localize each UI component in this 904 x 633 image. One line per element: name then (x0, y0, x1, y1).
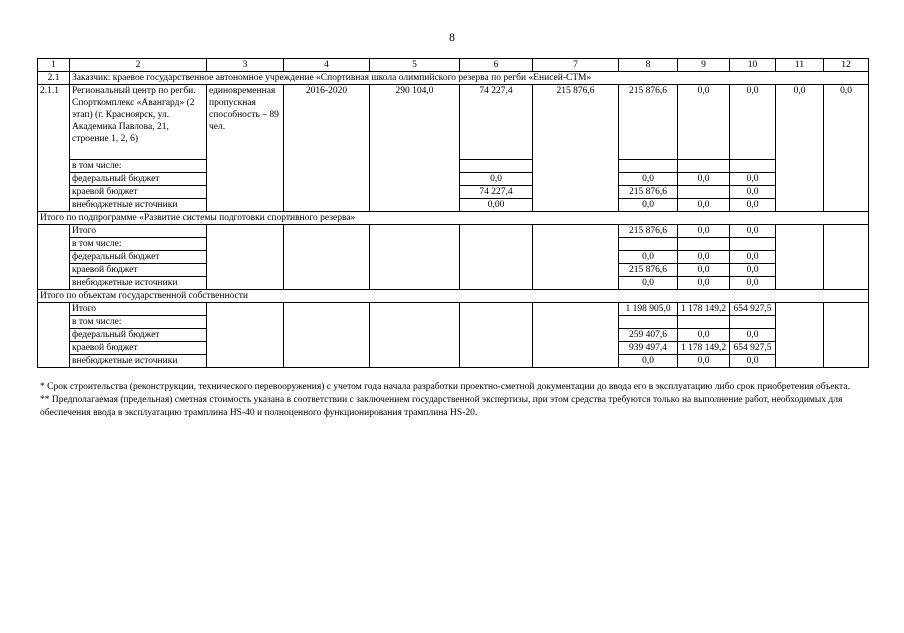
empty-cell (38, 264, 70, 277)
state-objects-row (38, 329, 869, 342)
value-col10: 0,0 (730, 225, 776, 238)
value-col8 (619, 160, 678, 173)
empty-cell (776, 160, 824, 173)
empty-cell (533, 277, 619, 290)
value-col9: 0,0 (678, 251, 730, 264)
state-objects-title-row (38, 290, 869, 303)
empty-cell (284, 264, 370, 277)
value-col8: 939 497,4 (619, 342, 678, 355)
value-col9: 0,0 (678, 173, 730, 186)
value-col9 (678, 160, 730, 173)
row-label: в том числе: (70, 238, 207, 251)
empty-cell (533, 355, 619, 368)
empty-cell (533, 199, 619, 212)
empty-cell (776, 199, 824, 212)
empty-cell (207, 264, 284, 277)
footnote: ** Предполагаемая (предельная) сметная стоимость указана в соответствии с заключением государственной экспертизы, при этом средства требуются только на выполнение работ, необходимых для обеспечения ввода в эксплуатацию трамплина HS-40 и полноценного функционирования трамплина HS-20. (40, 395, 843, 418)
empty-cell (207, 225, 284, 238)
col-header: 5 (370, 59, 460, 72)
empty-cell (38, 173, 70, 186)
object-col8: 215 876,6 (619, 85, 678, 160)
section-row (38, 72, 869, 85)
empty-cell (284, 160, 370, 173)
subprogram-row (38, 225, 869, 238)
empty-cell (776, 173, 824, 186)
value-col10: 0,0 (730, 355, 776, 368)
empty-cell (284, 355, 370, 368)
object-capacity: единовременная пропускная способность – 89 чел. (207, 85, 284, 160)
row-label: внебюджетные источники (70, 277, 207, 290)
col-header: 12 (824, 59, 869, 72)
empty-cell (533, 342, 619, 355)
empty-cell (370, 329, 460, 342)
object-col7: 215 876,6 (533, 85, 619, 160)
section-title: Заказчик: краевое государственное автономное учреждение «Спортивная школа олимпийского резерва по регби «Енисей-СТМ» (70, 72, 869, 85)
empty-cell (460, 251, 533, 264)
value-col8: 0,0 (619, 277, 678, 290)
value-col10: 0,0 (730, 277, 776, 290)
empty-cell (284, 303, 370, 316)
empty-cell (207, 251, 284, 264)
value-col9 (678, 316, 730, 329)
empty-cell (370, 342, 460, 355)
value-col10: 0,0 (730, 251, 776, 264)
empty-cell (38, 355, 70, 368)
row-label: федеральный бюджет (70, 251, 207, 264)
empty-cell (824, 238, 869, 251)
footnotes (40, 381, 870, 420)
col-header: 7 (533, 59, 619, 72)
col-header: 11 (776, 59, 824, 72)
empty-cell (370, 160, 460, 173)
value-col8: 215 876,6 (619, 264, 678, 277)
value-col10: 0,0 (730, 199, 776, 212)
empty-cell (370, 173, 460, 186)
subprogram-title: Итого по подпрограмме «Развитие системы подготовки спортивного резерва» (38, 212, 869, 225)
row-label: краевой бюджет (70, 186, 207, 199)
col-header: 1 (38, 59, 70, 72)
object-col11: 0,0 (776, 85, 824, 160)
value-col8: 0,0 (619, 355, 678, 368)
object-number: 2.1.1 (38, 85, 70, 160)
empty-cell (460, 355, 533, 368)
empty-cell (533, 329, 619, 342)
col-header: 8 (619, 59, 678, 72)
empty-cell (776, 264, 824, 277)
col-header: 9 (678, 59, 730, 72)
empty-cell (38, 238, 70, 251)
empty-cell (533, 173, 619, 186)
empty-cell (207, 186, 284, 199)
empty-cell (207, 355, 284, 368)
row-label: федеральный бюджет (70, 173, 207, 186)
empty-cell (207, 277, 284, 290)
row-label: в том числе: (70, 160, 207, 173)
empty-cell (370, 264, 460, 277)
value-col8: 215 876,6 (619, 225, 678, 238)
value-col6: 74 227,4 (460, 186, 533, 199)
empty-cell (533, 238, 619, 251)
row-label: внебюджетные источники (70, 355, 207, 368)
empty-cell (38, 199, 70, 212)
object-total-cost: 290 104,0 (370, 85, 460, 160)
value-col9: 0,0 (678, 264, 730, 277)
value-col8: 259 407,6 (619, 329, 678, 342)
empty-cell (533, 303, 619, 316)
row-label: внебюджетные источники (70, 199, 207, 212)
value-col8: 0,0 (619, 199, 678, 212)
object-row (38, 85, 869, 160)
empty-cell (533, 264, 619, 277)
empty-cell (284, 186, 370, 199)
value-col8: 215 876,6 (619, 186, 678, 199)
state-objects-title: Итого по объектам государственной собственности (38, 290, 869, 303)
object-col6: 74 227,4 (460, 85, 533, 160)
row-label: Итого (70, 303, 207, 316)
object-sub-row (38, 160, 869, 173)
empty-cell (284, 225, 370, 238)
empty-cell (460, 277, 533, 290)
empty-cell (38, 342, 70, 355)
empty-cell (370, 225, 460, 238)
value-col9: 0,0 (678, 277, 730, 290)
empty-cell (824, 173, 869, 186)
state-objects-row (38, 355, 869, 368)
empty-cell (284, 277, 370, 290)
empty-cell (284, 173, 370, 186)
empty-cell (776, 316, 824, 329)
empty-cell (533, 160, 619, 173)
empty-cell (776, 238, 824, 251)
empty-cell (38, 316, 70, 329)
object-name: Региональный центр по регби. Спорткомплекс «Авангард» (2 этап) (г. Красноярск, ул. Академика Павлова, 21, строение 1, 2, 6) (70, 85, 207, 160)
value-col9 (678, 238, 730, 251)
value-col10 (730, 160, 776, 173)
empty-cell (533, 251, 619, 264)
empty-cell (824, 329, 869, 342)
empty-cell (207, 342, 284, 355)
empty-cell (776, 225, 824, 238)
empty-cell (776, 342, 824, 355)
empty-cell (776, 277, 824, 290)
empty-cell (38, 186, 70, 199)
page-number: 8 (449, 30, 455, 44)
value-col6 (460, 160, 533, 173)
value-col6: 0,0 (460, 173, 533, 186)
value-col8: 1 198 905,0 (619, 303, 678, 316)
empty-cell (533, 316, 619, 329)
value-col10 (730, 238, 776, 251)
value-col8 (619, 238, 678, 251)
section-number: 2.1 (38, 72, 70, 85)
empty-cell (824, 225, 869, 238)
subprogram-row (38, 277, 869, 290)
value-col10: 0,0 (730, 329, 776, 342)
empty-cell (207, 303, 284, 316)
empty-cell (824, 251, 869, 264)
empty-cell (776, 251, 824, 264)
subprogram-row (38, 264, 869, 277)
empty-cell (38, 160, 70, 173)
empty-cell (824, 355, 869, 368)
value-col9: 0,0 (678, 199, 730, 212)
object-col10: 0,0 (730, 85, 776, 160)
empty-cell (824, 342, 869, 355)
empty-cell (370, 303, 460, 316)
empty-cell (824, 264, 869, 277)
empty-cell (38, 329, 70, 342)
empty-cell (370, 199, 460, 212)
empty-cell (776, 186, 824, 199)
col-header: 4 (284, 59, 370, 72)
col-header: 2 (70, 59, 207, 72)
empty-cell (38, 251, 70, 264)
empty-cell (460, 342, 533, 355)
empty-cell (38, 303, 70, 316)
empty-cell (284, 329, 370, 342)
value-col6: 0,00 (460, 199, 533, 212)
empty-cell (460, 238, 533, 251)
column-number-row (38, 59, 869, 72)
value-col10 (730, 316, 776, 329)
col-header: 6 (460, 59, 533, 72)
investment-table (37, 58, 869, 368)
value-col9: 0,0 (678, 355, 730, 368)
value-col9: 1 178 149,2 (678, 342, 730, 355)
row-label: Итого (70, 225, 207, 238)
subprogram-row (38, 238, 869, 251)
empty-cell (824, 277, 869, 290)
value-col8: 0,0 (619, 251, 678, 264)
footnote: * Срок строительства (реконструкции, технического перевооружения) с учетом года начала разработки проектно-сметной документации до ввода его в эксплуатацию либо срок приобретения объекта. (40, 382, 850, 392)
empty-cell (207, 160, 284, 173)
empty-cell (284, 316, 370, 329)
empty-cell (460, 316, 533, 329)
empty-cell (207, 238, 284, 251)
empty-cell (38, 225, 70, 238)
empty-cell (776, 355, 824, 368)
empty-cell (370, 277, 460, 290)
row-label: краевой бюджет (70, 264, 207, 277)
empty-cell (824, 199, 869, 212)
state-objects-row (38, 303, 869, 316)
empty-cell (370, 316, 460, 329)
empty-cell (824, 160, 869, 173)
empty-cell (370, 238, 460, 251)
value-col8: 0,0 (619, 173, 678, 186)
value-col10: 654 927,5 (730, 303, 776, 316)
empty-cell (38, 277, 70, 290)
empty-cell (284, 199, 370, 212)
object-col9: 0,0 (678, 85, 730, 160)
subprogram-title-row (38, 212, 869, 225)
empty-cell (284, 238, 370, 251)
empty-cell (207, 199, 284, 212)
object-period: 2016-2020 (284, 85, 370, 160)
empty-cell (533, 186, 619, 199)
empty-cell (284, 342, 370, 355)
empty-cell (207, 329, 284, 342)
object-sub-row (38, 199, 869, 212)
object-sub-row (38, 173, 869, 186)
empty-cell (533, 225, 619, 238)
subprogram-row (38, 251, 869, 264)
empty-cell (460, 264, 533, 277)
empty-cell (370, 355, 460, 368)
value-col8 (619, 316, 678, 329)
row-label: краевой бюджет (70, 342, 207, 355)
value-col10: 0,0 (730, 173, 776, 186)
state-objects-row (38, 316, 869, 329)
value-col9 (678, 186, 730, 199)
empty-cell (824, 316, 869, 329)
value-col10: 0,0 (730, 264, 776, 277)
row-label: в том числе: (70, 316, 207, 329)
empty-cell (370, 251, 460, 264)
value-col10: 0,0 (730, 186, 776, 199)
row-label: федеральный бюджет (70, 329, 207, 342)
empty-cell (207, 316, 284, 329)
value-col9: 1 178 149,2 (678, 303, 730, 316)
empty-cell (370, 186, 460, 199)
empty-cell (460, 329, 533, 342)
empty-cell (207, 173, 284, 186)
empty-cell (460, 225, 533, 238)
empty-cell (460, 303, 533, 316)
empty-cell (776, 329, 824, 342)
object-sub-row (38, 186, 869, 199)
empty-cell (824, 303, 869, 316)
value-col9: 0,0 (678, 225, 730, 238)
empty-cell (284, 251, 370, 264)
empty-cell (776, 303, 824, 316)
value-col10: 654 927,5 (730, 342, 776, 355)
state-objects-row (38, 342, 869, 355)
value-col9: 0,0 (678, 329, 730, 342)
object-col12: 0,0 (824, 85, 869, 160)
col-header: 3 (207, 59, 284, 72)
col-header: 10 (730, 59, 776, 72)
empty-cell (824, 186, 869, 199)
